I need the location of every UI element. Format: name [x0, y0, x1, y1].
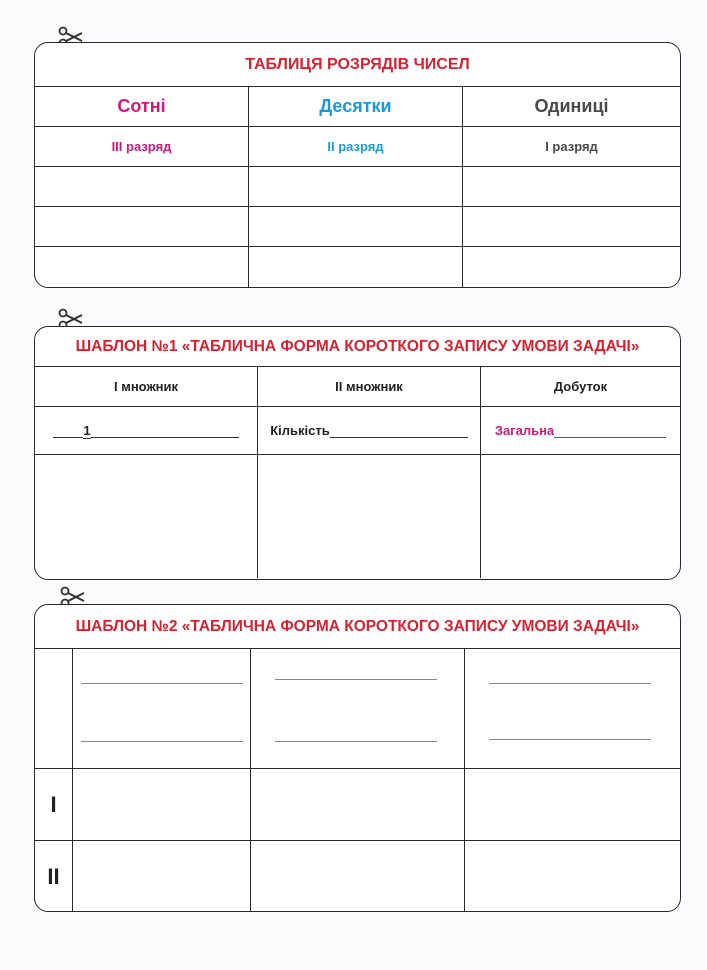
template1-title: ШАБЛОН №1 «ТАБЛИЧНА ФОРМА КОРОТКОГО ЗАПИСУ УМОВИ ЗАДАЧІ» — [35, 327, 680, 367]
total-label: Загальна — [494, 423, 555, 438]
empty-cell[interactable] — [463, 167, 680, 206]
blank-line — [91, 423, 239, 438]
header-units: Одиниці — [534, 96, 609, 116]
table-row — [35, 207, 680, 247]
empty-cell[interactable] — [251, 769, 465, 840]
table-row — [35, 127, 680, 167]
blank-line — [275, 741, 437, 742]
empty-cell[interactable] — [463, 207, 680, 246]
blank-line — [275, 679, 437, 680]
template2-title: ШАБЛОН №2 «ТАБЛИЧНА ФОРМА КОРОТКОГО ЗАПИСУ УМОВИ ЗАДАЧІ» — [35, 605, 680, 649]
table-row — [35, 87, 680, 127]
table-row — [35, 247, 680, 287]
digit-table-title: ТАБЛИЦЯ РОЗРЯДІВ ЧИСЕЛ — [35, 43, 680, 87]
label-cell[interactable] — [465, 649, 680, 768]
header-product: Добуток — [553, 379, 608, 394]
table-row — [35, 841, 680, 912]
empty-cell[interactable] — [481, 455, 680, 578]
empty-cell[interactable] — [35, 167, 249, 206]
table-row — [35, 167, 680, 207]
empty-cell[interactable] — [465, 769, 680, 840]
template1-card — [34, 326, 681, 580]
table-row — [35, 769, 680, 841]
subheader-hundreds: III разряд — [35, 127, 249, 166]
empty-cell[interactable] — [249, 247, 463, 287]
header-tens: Десятки — [249, 87, 463, 126]
empty-cell[interactable] — [73, 841, 251, 912]
fill-cell-product[interactable] — [481, 407, 680, 454]
template2-card — [34, 604, 681, 912]
empty-cell[interactable] — [463, 247, 680, 287]
label-cell[interactable] — [251, 649, 465, 768]
empty-cell[interactable] — [35, 207, 249, 246]
label-cell[interactable] — [73, 649, 251, 768]
table-row — [35, 649, 680, 769]
subheader-units: I разряд — [545, 139, 598, 154]
empty-cell[interactable] — [465, 841, 680, 912]
blank-line — [489, 683, 651, 684]
header-factor-1: І множник — [35, 367, 258, 406]
empty-cell[interactable] — [35, 455, 258, 578]
empty-cell[interactable] — [249, 207, 463, 246]
empty-cell[interactable] — [35, 247, 249, 287]
row-label-i: I — [35, 769, 73, 840]
row-label-ii: II — [35, 841, 73, 912]
quantity-label: Кількість — [270, 423, 330, 438]
table-row — [35, 407, 680, 455]
header-factor-2: ІІ множник — [258, 367, 481, 406]
table-row — [35, 455, 680, 578]
empty-cell[interactable] — [251, 841, 465, 912]
empty-cell[interactable] — [258, 455, 481, 578]
table-row — [35, 367, 680, 407]
header-hundreds: Сотні — [35, 87, 249, 126]
subheader-tens: II разряд — [249, 127, 463, 166]
digit-table-card — [34, 42, 681, 288]
blank-line — [330, 423, 468, 438]
empty-cell[interactable] — [249, 167, 463, 206]
fill-cell-factor-2[interactable] — [258, 407, 481, 454]
fill-value: 1 — [83, 422, 91, 438]
blank-line — [81, 683, 243, 684]
blank-line — [81, 741, 243, 742]
row-label-cell — [35, 649, 73, 768]
blank-line — [554, 423, 666, 438]
fill-cell-factor-1[interactable] — [35, 407, 258, 454]
blank-line — [489, 739, 651, 740]
blank-line — [53, 423, 83, 438]
empty-cell[interactable] — [73, 769, 251, 840]
